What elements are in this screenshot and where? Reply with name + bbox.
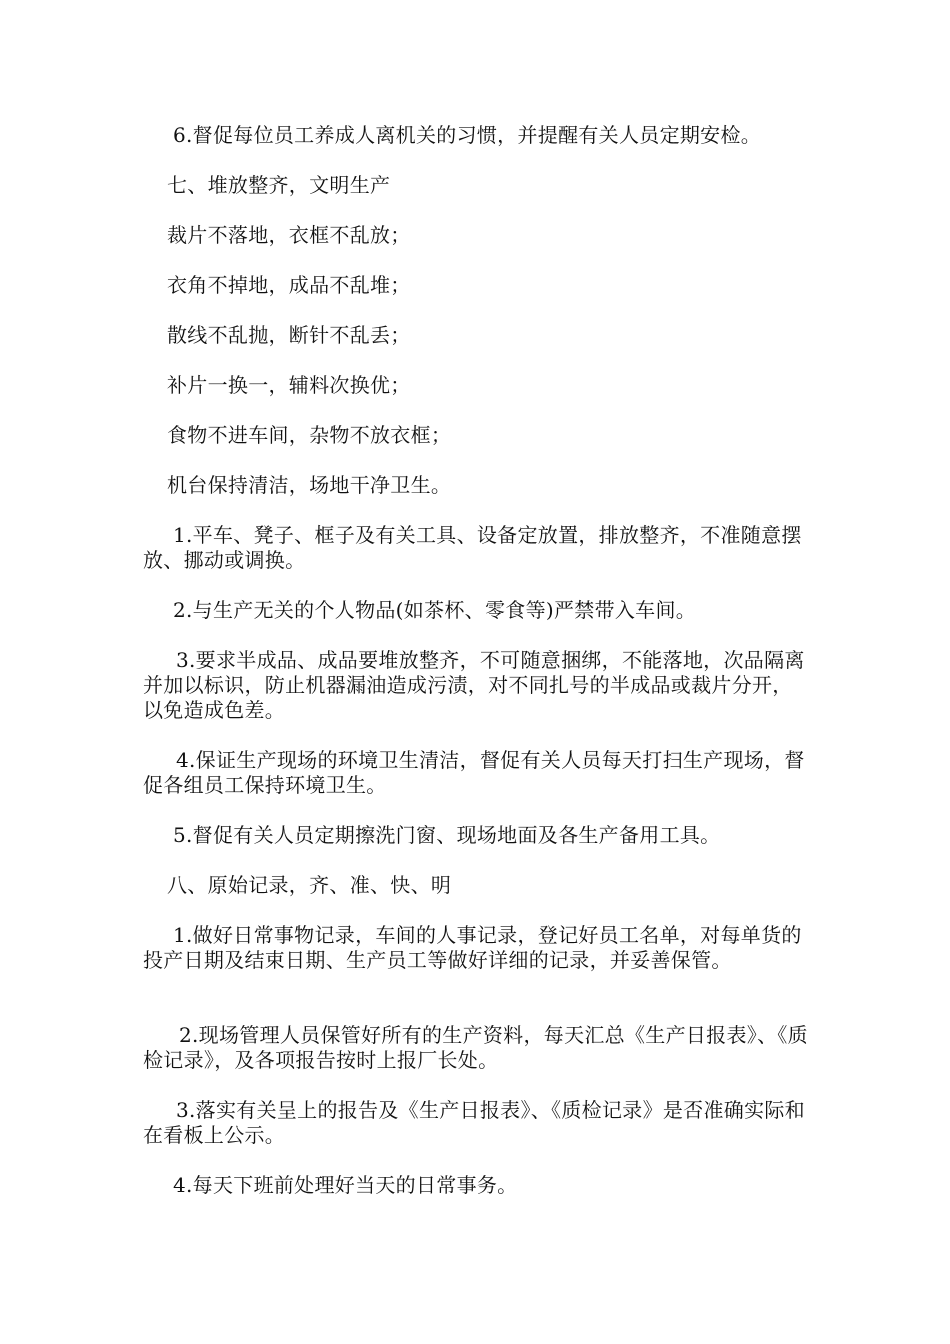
paragraph-record-item-1: 1.做好日常事物记录，车间的人事记录，登记好员工名单，对每单货的投产日期及结束日期、生产员工等做好详细的记录，并妥善保管。 xyxy=(143,923,802,972)
rule-line-1: 裁片不落地，衣框不乱放； xyxy=(167,223,411,247)
section-heading-eight: 八、原始记录，齐、准、快、明 xyxy=(167,873,452,897)
paragraph-item-2-personal-items: 2.与生产无关的个人物品(如茶杯、零食等)严禁带入车间。 xyxy=(173,598,697,622)
paragraph-record-item-2: 2.现场管理人员保管好所有的生产资料，每天汇总《生产日报表》、《质检记录》，及各项报告按时上报厂长处。 xyxy=(143,1023,808,1072)
rule-line-4: 补片一换一，辅料次换优； xyxy=(167,373,411,397)
paragraph-item-1-equipment: 1.平车、凳子、框子及有关工具、设备定放置，排放整齐，不准随意摆放、挪动或调换。 xyxy=(143,523,802,572)
paragraph-item-4-hygiene: 4.保证生产现场的环境卫生清洁，督促有关人员每天打扫生产现场，督促各组员工保持环境卫生。 xyxy=(143,748,805,797)
paragraph-item-5-cleaning: 5.督促有关人员定期擦洗门窗、现场地面及各生产备用工具。 xyxy=(173,823,721,847)
rule-line-3: 散线不乱抛，断针不乱丢； xyxy=(167,323,411,347)
rule-line-5: 食物不进车间，杂物不放衣框； xyxy=(167,423,452,447)
paragraph-safety-habit: 6.督促每位员工养成人离机关的习惯，并提醒有关人员定期安检。 xyxy=(173,123,762,147)
rule-line-2: 衣角不掉地，成品不乱堆； xyxy=(167,273,411,297)
paragraph-record-item-3: 3.落实有关呈上的报告及《生产日报表》、《质检记录》是否准确实际和在看板上公示。 xyxy=(143,1098,805,1147)
section-heading-seven: 七、堆放整齐，文明生产 xyxy=(167,173,391,197)
rule-line-6: 机台保持清洁，场地干净卫生。 xyxy=(167,473,452,497)
paragraph-record-item-4: 4.每天下班前处理好当天的日常事务。 xyxy=(173,1173,518,1197)
paragraph-item-3-stacking: 3.要求半成品、成品要堆放整齐，不可随意捆绑，不能落地，次品隔离并加以标识，防止机器漏油造成污渍，对不同扎号的半成品或裁片分开，以免造成色差。 xyxy=(143,648,805,722)
